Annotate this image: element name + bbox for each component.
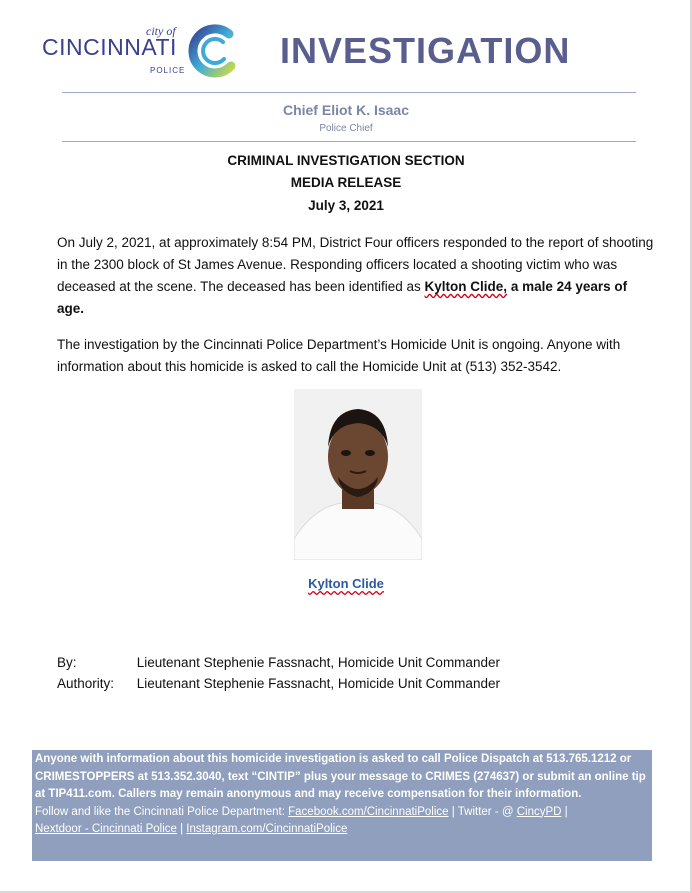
header-rule-bottom: [62, 141, 636, 142]
logo-police-text: POLICE: [150, 66, 186, 75]
release-type: MEDIA RELEASE: [290, 175, 402, 190]
signature-label: Authority:: [57, 676, 115, 691]
chief-title: Police Chief: [319, 123, 373, 134]
victim-description: a male 24 years of age.: [57, 279, 628, 316]
signature-value: Lieutenant Stephenie Fassnacht, Homicide Unit Commander: [136, 676, 500, 691]
logo-city-text: city of: [146, 24, 176, 38]
signature-label: By:: [57, 655, 77, 670]
photo-caption[interactable]: [0, 576, 692, 591]
signature-row-authority: [57, 676, 500, 691]
victim-portrait-icon: [294, 389, 422, 560]
release-date: July 3, 2021: [308, 198, 384, 213]
signature-row-by: [57, 655, 500, 670]
photo-caption-link[interactable]: Kylton Clide: [308, 576, 384, 591]
twitter-link[interactable]: CincyPD: [516, 805, 562, 818]
victim-name: Kylton Clide,: [424, 279, 508, 294]
header-title: INVESTIGATION: [280, 30, 571, 71]
victim-photo: [294, 389, 422, 560]
signature-value: Lieutenant Stephenie Fassnacht, Homicide Unit Commander: [136, 655, 500, 670]
header-rule-top: [62, 92, 636, 93]
twitter-separator: | Twitter - @: [448, 805, 517, 818]
nextdoor-link[interactable]: Nextdoor - Cincinnati Police: [35, 823, 177, 835]
follow-prefix: Follow and like the Cincinnati Police Department:: [35, 805, 289, 818]
tip-footer-box: [32, 750, 652, 861]
logo-c-swoosh-icon: [185, 24, 241, 78]
cincinnati-police-logo: [42, 24, 242, 80]
incident-text: On July 2, 2021, at approximately 8:54 PM, District Four officers responded to the report of shooting in the 2300 block of St James Avenue. Responding officers located a shooting victim who was deceased at the scene. The deceased has been identified as: [57, 235, 654, 294]
tip-lead-text: Anyone with information about this homicide investigation is asked to call Police Dispatch at 513.765.1212 or CRIMESTOPPERS at 513.352.3040, text “CINTIP” plus your message to CRIMES (274637) or submit an online tip at TIP411.com. Callers may remain anonymous and may receive compensation for their information.: [35, 753, 646, 800]
instagram-separator: |: [176, 823, 187, 835]
chief-name: Chief Eliot K. Isaac: [282, 102, 410, 118]
facebook-link[interactable]: Facebook.com/CincinnatiPolice: [288, 805, 449, 818]
nextdoor-separator: |: [561, 805, 568, 818]
incident-paragraph: [57, 232, 657, 320]
section-title: CRIMINAL INVESTIGATION SECTION: [227, 153, 465, 168]
logo-name-text: CINCINNATI: [42, 34, 177, 60]
instagram-link[interactable]: Instagram.com/CincinnatiPolice: [186, 823, 348, 835]
investigation-paragraph: The investigation by the Cincinnati Police Department’s Homicide Unit is ongoing. Anyone with information about this homicide is asked to call the Homicide Unit at (513) 352-3542.: [57, 337, 621, 374]
